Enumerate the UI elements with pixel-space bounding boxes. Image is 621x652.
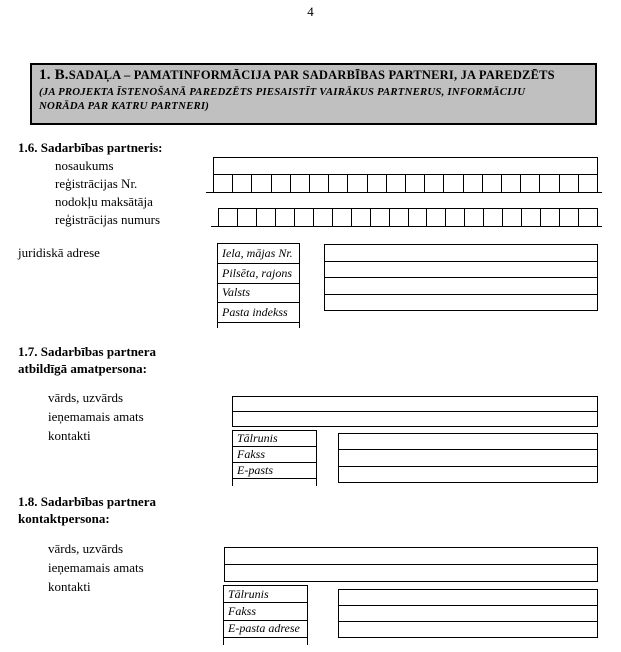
char-cell[interactable] — [540, 175, 559, 192]
char-cell[interactable] — [560, 209, 579, 226]
input-row[interactable] — [339, 450, 597, 466]
input-row[interactable] — [325, 245, 597, 262]
grid-baseline — [206, 192, 602, 193]
char-cell[interactable] — [465, 209, 484, 226]
contact-label-table-18 — [223, 585, 308, 638]
label-registracijas-nr: reģistrācijas Nr. — [55, 176, 138, 191]
input-row[interactable] — [233, 397, 597, 412]
char-cell[interactable] — [333, 209, 352, 226]
field-label-cell: Tālrunis — [233, 431, 316, 447]
char-cell[interactable] — [579, 209, 597, 226]
name-position-input-table-17 — [232, 396, 598, 427]
field-label-cell: E-pasts — [237, 463, 273, 477]
char-cell[interactable] — [502, 175, 521, 192]
field-label-cell: Iela, mājas Nr. — [218, 244, 299, 264]
page-number: 4 — [307, 4, 314, 19]
char-cell[interactable] — [425, 175, 444, 192]
char-cell[interactable] — [446, 209, 465, 226]
input-row[interactable] — [339, 467, 597, 482]
label-juridiska-adrese: juridiskā adrese — [18, 245, 100, 260]
label-nodoklu-maksataja: nodokļu maksātāja — [55, 194, 153, 209]
input-row[interactable] — [233, 412, 597, 426]
field-label-cell: Fakss — [233, 447, 316, 463]
char-cell[interactable] — [329, 175, 348, 192]
char-cell[interactable] — [233, 175, 252, 192]
table-tick — [223, 638, 224, 645]
char-cell[interactable] — [371, 209, 390, 226]
char-cell[interactable] — [214, 175, 233, 192]
table-tick — [232, 479, 233, 486]
label-vards-uzvards-17: vārds, uzvārds — [48, 390, 124, 405]
char-cell[interactable] — [427, 209, 446, 226]
input-row[interactable] — [339, 434, 597, 450]
table-tick — [299, 323, 300, 328]
contact-label-table-17 — [232, 430, 317, 479]
input-row[interactable] — [325, 278, 597, 295]
tax-registration-number-grid[interactable] — [218, 208, 598, 227]
label-nosaukums: nosaukums — [55, 158, 114, 173]
char-cell[interactable] — [257, 209, 276, 226]
char-cell[interactable] — [387, 175, 406, 192]
char-cell[interactable] — [390, 209, 409, 226]
char-cell[interactable] — [484, 209, 503, 226]
char-cell[interactable] — [521, 175, 540, 192]
char-cell[interactable] — [503, 209, 522, 226]
section-1-6-title: 1.6. Sadarbības partneris: — [18, 140, 163, 155]
registration-number-grid[interactable] — [213, 174, 598, 193]
label-registracijas-numurs: reģistrācijas numurs — [55, 212, 161, 227]
char-cell[interactable] — [348, 175, 367, 192]
char-cell[interactable] — [352, 209, 371, 226]
char-cell[interactable] — [406, 175, 425, 192]
grid-baseline — [211, 226, 602, 227]
label-vards-uzvards-18: vārds, uzvārds — [48, 541, 124, 556]
char-cell[interactable] — [295, 209, 314, 226]
char-cell[interactable] — [522, 209, 541, 226]
input-row[interactable] — [325, 295, 597, 311]
address-field-label-table — [217, 243, 300, 323]
label-kontakti-17: kontakti — [48, 428, 91, 443]
char-cell[interactable] — [560, 175, 579, 192]
char-cell[interactable] — [368, 175, 387, 192]
field-label-cell: Tālrunis — [224, 586, 307, 603]
input-row[interactable] — [339, 606, 597, 622]
section-1-8-title-line1: 1.8. Sadarbības partnera — [18, 494, 156, 509]
char-cell[interactable] — [314, 209, 333, 226]
char-cell[interactable] — [464, 175, 483, 192]
section-1-7-title-line2: atbildīgā amatpersona: — [18, 361, 147, 376]
label-ienemamais-amats-18: ieņemamais amats — [48, 560, 144, 575]
section-1-8-title-line2: kontaktpersona: — [18, 511, 110, 526]
char-cell[interactable] — [219, 209, 238, 226]
contact-value-table-17 — [338, 433, 598, 483]
section-header-subtitle: (JA PROJEKTA ĪSTENOŠANĀ PAREDZĒTS PIESAISTĪT VAIRĀKUS PARTNERUS, INFORMĀCIJU NORĀDA PAR KATRU PARTNERI) — [39, 86, 526, 113]
field-label-cell: Pilsēta, rajons — [218, 264, 299, 284]
field-label-cell: E-pasta adrese — [228, 621, 300, 636]
field-label-cell: Pasta indekss — [222, 305, 288, 320]
nosaukums-input[interactable] — [213, 157, 598, 175]
section-header-title-text: SADAĻA – PAMATINFORMĀCIJA PAR SADARBĪBAS PARTNERI, JA PAREDZĒTS — [68, 68, 555, 82]
name-position-input-table-18 — [224, 547, 598, 582]
char-cell[interactable] — [579, 175, 597, 192]
char-cell[interactable] — [291, 175, 310, 192]
table-tick — [316, 479, 317, 486]
contact-value-table-18 — [338, 589, 598, 638]
table-tick — [307, 638, 308, 645]
section-header-prefix: 1. B. — [39, 67, 69, 83]
input-row[interactable] — [225, 565, 597, 581]
char-cell[interactable] — [238, 209, 257, 226]
char-cell[interactable] — [276, 209, 295, 226]
char-cell[interactable] — [310, 175, 329, 192]
input-row[interactable] — [325, 262, 597, 279]
section-header-title — [39, 67, 589, 84]
char-cell[interactable] — [252, 175, 271, 192]
field-label-cell: Valsts — [218, 284, 299, 304]
address-value-table — [324, 244, 598, 311]
section-header-box — [30, 63, 597, 125]
char-cell[interactable] — [444, 175, 463, 192]
char-cell[interactable] — [272, 175, 291, 192]
label-ienemamais-amats-17: ieņemamais amats — [48, 409, 144, 424]
char-cell[interactable] — [409, 209, 428, 226]
field-label-cell: Fakss — [224, 603, 307, 620]
label-kontakti-18: kontakti — [48, 579, 91, 594]
table-tick — [217, 323, 218, 328]
input-row[interactable] — [339, 590, 597, 606]
char-cell[interactable] — [541, 209, 560, 226]
section-1-7-title-line1: 1.7. Sadarbības partnera — [18, 344, 156, 359]
char-cell[interactable] — [483, 175, 502, 192]
input-row[interactable] — [225, 548, 597, 565]
input-row[interactable] — [339, 622, 597, 637]
